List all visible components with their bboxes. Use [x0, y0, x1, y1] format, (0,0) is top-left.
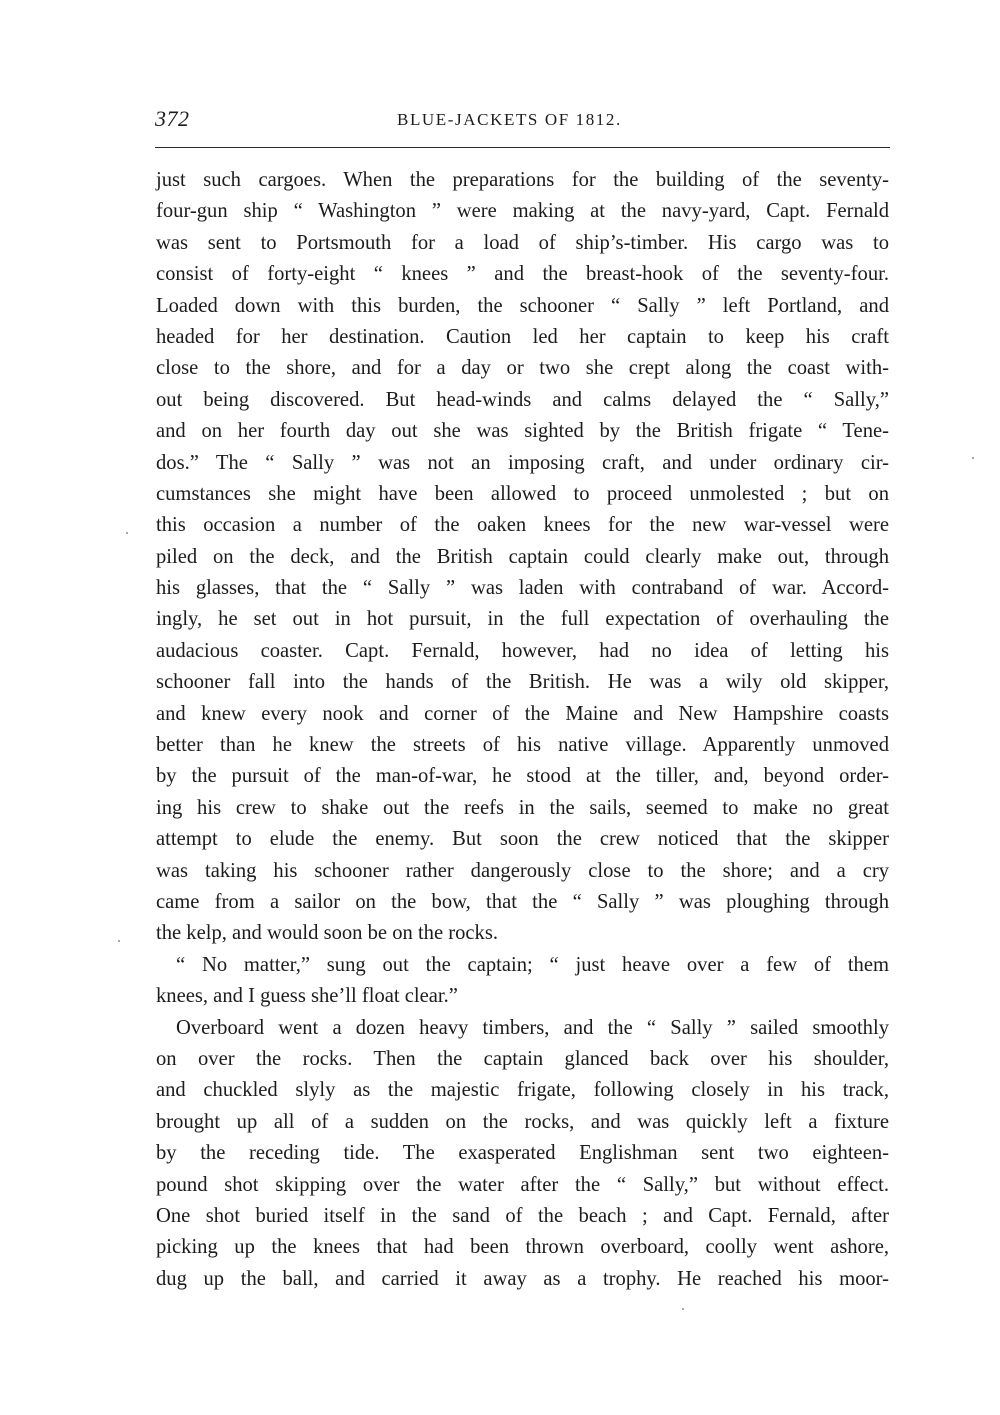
text-line: out being discovered. But head-winds and calms delayed the “ Sally,” [156, 388, 889, 411]
text-line: dug up the ball, and carried it away as a trophy. He reached his moor- [156, 1267, 889, 1290]
running-title: BLUE-JACKETS OF 1812. [397, 110, 622, 129]
text-line: and on her fourth day out she was sighted by the British frigate “ Tene- [156, 420, 889, 443]
body-text [156, 165, 889, 1295]
text-line: close to the shore, and for a day or two she crept along the coast with- [156, 357, 889, 380]
text-line: came from a sailor on the bow, that the “ Sally ” was ploughing through [156, 890, 889, 913]
text-line: just such cargoes. When the preparations for the building of the seventy- [156, 169, 889, 191]
text-line: cumstances she might have been allowed to proceed unmolested ; but on [156, 482, 889, 505]
text-line: audacious coaster. Capt. Fernald, however, had no idea of letting his [156, 639, 889, 662]
text-line: consist of forty-eight “ knees ” and the breast-hook of the seventy-four. [156, 263, 889, 286]
text-line: by the pursuit of the man-of-war, he stood at the tiller, and, beyond order- [156, 765, 889, 788]
text-line: headed for her destination. Caution led her captain to keep his craft [156, 325, 889, 348]
text-line: piled on the deck, and the British captain could clearly make out, through [156, 545, 889, 568]
text-line: One shot buried itself in the sand of the beach ; and Capt. Fernald, after [156, 1204, 889, 1227]
text-line: better than he knew the streets of his native village. Apparently unmoved [156, 734, 889, 757]
text-line: knees, and I guess she’ll float clear.” [156, 985, 458, 1008]
text-line: four-gun ship “ Washington ” were making at the navy-yard, Capt. Fernald [156, 200, 889, 223]
text-line: and knew every nook and corner of the Maine and New Hampshire coasts [156, 702, 889, 725]
text-line: his glasses, that the “ Sally ” was laden with contraband of war. Accord- [156, 577, 889, 600]
text-line: on over the rocks. Then the captain glanced back over his shoulder, [156, 1047, 889, 1070]
text-line: “ No matter,” sung out the captain; “ just heave over a few of them [176, 953, 889, 976]
text-line: pound shot skipping over the water after the “ Sally,” but without effect. [156, 1173, 889, 1196]
scan-speck [682, 1308, 684, 1310]
text-line: schooner fall into the hands of the British. He was a wily old skipper, [156, 671, 889, 694]
text-line: ing his crew to shake out the reefs in the sails, seemed to make no great [156, 796, 889, 819]
text-line: Loaded down with this burden, the schooner “ Sally ” left Portland, and [156, 294, 889, 317]
header-rule [155, 147, 890, 148]
text-line: dos.” The “ Sally ” was not an imposing craft, and under ordinary cir- [156, 451, 889, 474]
text-line: was sent to Portsmouth for a load of ship’s-timber. His cargo was to [156, 231, 889, 254]
text-line: the kelp, and would soon be on the rocks. [156, 922, 499, 945]
scan-speck [126, 532, 128, 534]
text-line: attempt to elude the enemy. But soon the crew noticed that the skipper [156, 828, 889, 851]
text-line: picking up the knees that had been thrown overboard, coolly went ashore, [156, 1236, 889, 1259]
text-line: ingly, he set out in hot pursuit, in the full expectation of overhauling the [156, 608, 889, 631]
text-line: was taking his schooner rather dangerously close to the shore; and a cry [156, 859, 889, 882]
page-header [155, 106, 890, 136]
text-line: brought up all of a sudden on the rocks, and was quickly left a fixture [156, 1110, 889, 1133]
text-line: by the receding tide. The exasperated Englishman sent two eighteen- [156, 1142, 889, 1165]
text-line: Overboard went a dozen heavy timbers, and the “ Sally ” sailed smoothly [176, 1016, 889, 1039]
scan-speck [972, 457, 974, 459]
text-line: this occasion a number of the oaken knees for the new war-vessel were [156, 514, 889, 537]
scan-speck [118, 940, 120, 942]
text-line: and chuckled slyly as the majestic frigate, following closely in his track, [156, 1079, 889, 1102]
page-number: 372 [155, 106, 190, 131]
